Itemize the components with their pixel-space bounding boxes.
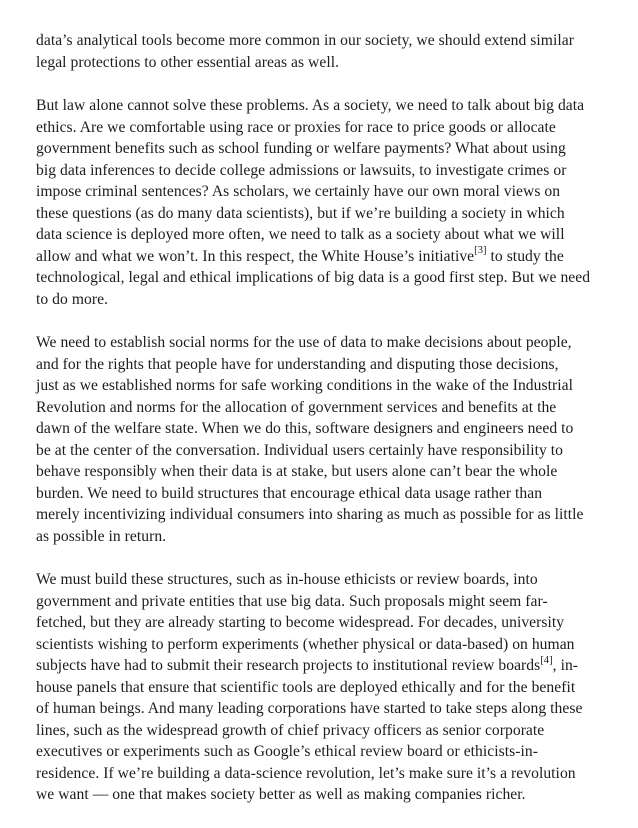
paragraph-1: [36, 30, 606, 73]
text-line: merely incentivizing individual consumers into sharing as much as possible for as little: [36, 506, 584, 523]
text-line: government benefits such as school funding or welfare payments? What about using: [36, 140, 566, 157]
text-line: [36, 246, 606, 268]
text-line: impose criminal sentences? As scholars, we certainly have our own moral views on: [36, 183, 561, 200]
text-line: big data inferences to decide college admissions or lawsuits, to investigate crimes or: [36, 161, 567, 179]
text-segment: allow and what we won’t. In this respect, the White House’s initiative: [36, 247, 475, 265]
text-line: data’s analytical tools become more common in our society, we should extend similar: [36, 32, 574, 49]
text-line: scientists wishing to perform experiments (whether physical or data-based) on human: [36, 635, 575, 653]
text-line: behave responsibly when their data is at stake, but users alone can’t bear the whole: [36, 463, 558, 480]
text-line: of human beings. And many leading corporations have started to take steps along these: [36, 700, 583, 717]
text-line: ethics. Are we comfortable using race or proxies for race to price goods or allocate: [36, 118, 556, 136]
text-line: lines, such as the widespread growth of chief privacy officers as senior corporate: [36, 721, 545, 739]
text-segment: , in-: [552, 657, 579, 674]
text-line: residence. If we’re building a data-science revolution, let’s make sure it’s a revolution: [36, 764, 576, 782]
text-line: Revolution and norms for the allocation of government services and benefits at the: [36, 398, 557, 416]
paragraph-3: [36, 332, 606, 547]
text-line: legal protections to other essential areas as well.: [36, 53, 340, 71]
footnote-ref-3[interactable]: [3]: [474, 245, 487, 257]
text-line: technological, legal and ethical implications of big data is a good first step. But we need: [36, 269, 591, 286]
text-line: But law alone cannot solve these problems. As a society, we need to talk about big data: [36, 97, 585, 114]
text-segment: subjects have had to submit their research projects to institutional review boards: [36, 657, 541, 674]
text-line: be at the center of the conversation. Individual users certainly have responsibility to: [36, 441, 564, 459]
article-body: [36, 30, 606, 828]
text-line: dawn of the welfare state. When we do this, software designers and engineers need to: [36, 420, 574, 437]
footnote-ref-4[interactable]: [4]: [540, 654, 553, 666]
text-line: fetched, but they are already starting to become widespread. For decades, university: [36, 614, 565, 631]
text-line: We need to establish social norms for the use of data to make decisions about people,: [36, 334, 572, 351]
text-line: as possible in return.: [36, 527, 167, 545]
text-line: just as we established norms for safe working conditions in the wake of the Industrial: [36, 377, 573, 394]
text-line: executives or experiments such as Google’s ethical review board or ethicists-in-: [36, 743, 538, 760]
text-line: [36, 655, 606, 677]
text-line: we want — one that makes society better as well as making companies richer.: [36, 786, 526, 803]
text-line: burden. We need to build structures that encourage ethical data usage rather than: [36, 484, 543, 502]
text-line: government and private entities that use big data. Such proposals might seem far-: [36, 592, 548, 610]
text-line: house panels that ensure that scientific tools are deployed ethically and for the benefit: [36, 678, 576, 696]
text-line: these questions (as do many data scientists), but if we’re building a society in which: [36, 204, 565, 222]
text-line: and for the rights that people have for understanding and disputing those decisions,: [36, 355, 559, 373]
paragraph-2: [36, 95, 606, 310]
paragraph-4: [36, 569, 606, 806]
text-line: data science is deployed more often, we need to talk as a society about what we will: [36, 226, 565, 243]
text-line: We must build these structures, such as in-house ethicists or review boards, into: [36, 571, 538, 588]
text-segment: to study the: [486, 247, 564, 265]
text-line: to do more.: [36, 290, 109, 308]
